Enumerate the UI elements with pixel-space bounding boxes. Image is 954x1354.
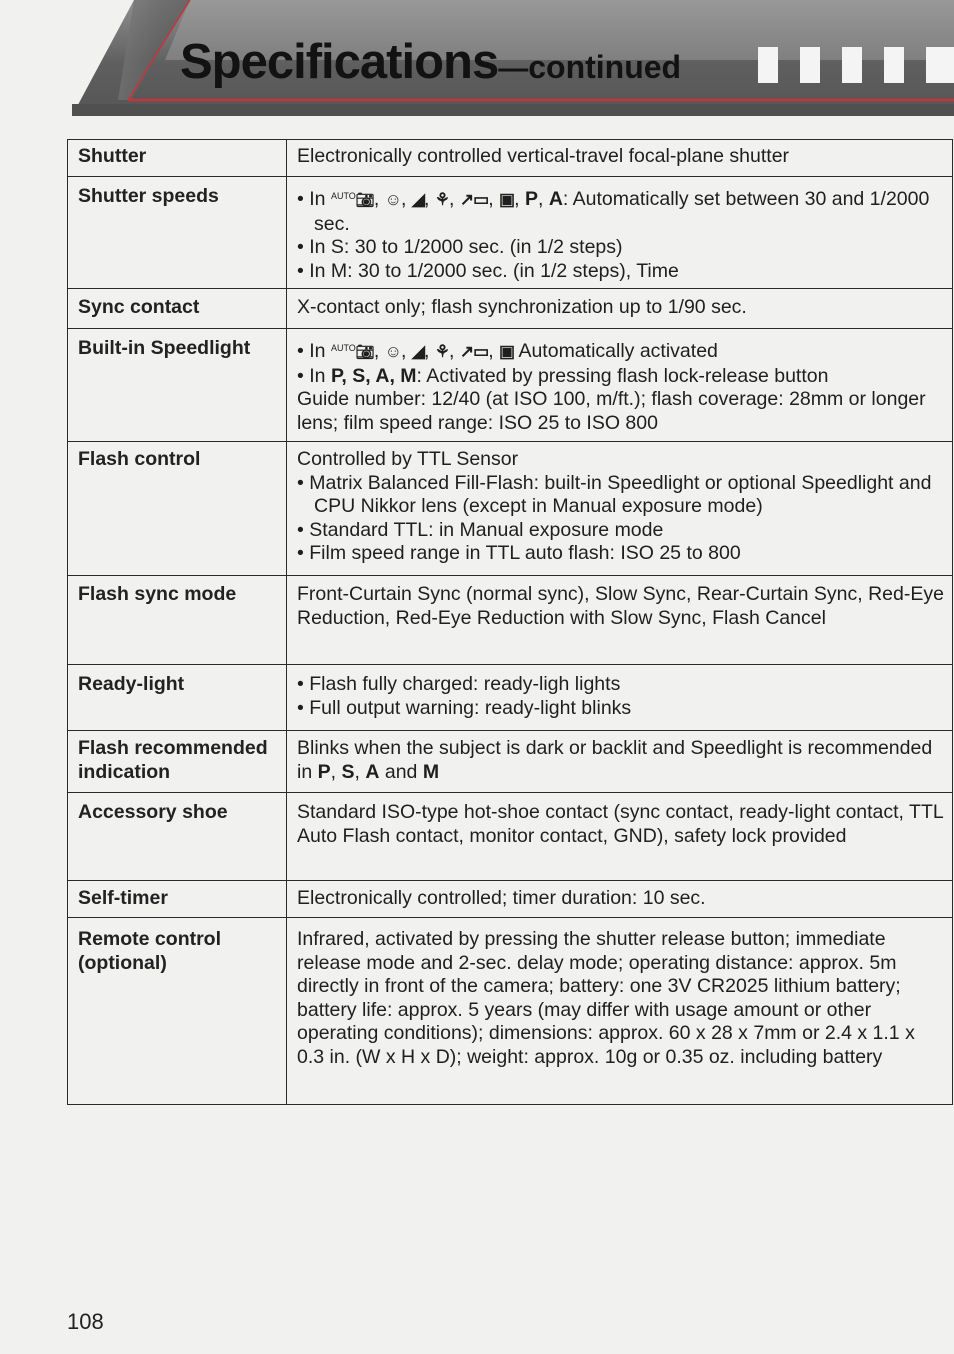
row-value: Blinks when the subject is dark or backlit and Speedlight is recommended in P, S, A and M: [287, 731, 953, 793]
row-value: X-contact only; flash synchronization up to 1/90 sec.: [287, 289, 953, 329]
table-row: [68, 442, 953, 576]
row-label: Flash recommended indication: [68, 731, 287, 793]
row-value: [287, 177, 953, 289]
row-value: Electronically controlled; timer duration: 10 sec.: [287, 881, 953, 918]
table-row: [68, 665, 953, 731]
bullet-item: • Film speed range in TTL auto flash: ISO 25 to 800: [297, 542, 944, 566]
row-label: Remote control (optional): [68, 918, 287, 1105]
table-row: [68, 177, 953, 289]
table-row: [68, 793, 953, 881]
table-row: [68, 289, 953, 329]
running-figure-icon: ↗▭: [459, 190, 489, 209]
bullet-item: • Full output warning: ready-light blinks: [297, 697, 944, 721]
row-label: Built-in Speedlight: [68, 329, 287, 442]
row-label: Shutter: [68, 140, 287, 177]
guide-number-text: Guide number: 12/40 (at ISO 100, m/ft.); flash coverage: 28mm or longer lens; film speed range: ISO 25 to ISO 800: [297, 388, 926, 434]
bullet-item: • In P, S, A, M: Activated by pressing flash lock-release button: [297, 365, 944, 389]
row-label: Shutter speeds: [68, 177, 287, 289]
row-label: Flash sync mode: [68, 576, 287, 665]
decorative-block: [800, 47, 820, 83]
bullet-item: • In $^{AUTO}$📷︎, ☺︎, ◢, ⚘, ↗▭, ▣ Automatically activated: [297, 337, 944, 365]
row-value: Infrared, activated by pressing the shutter release button; immediate release mode and 2-sec. delay mode; operating distance: approx. 5m directly in front of the camera; battery: one 3V CR2025 lithium battery; battery life: approx. 5 years (may differ with usage amount or other operating conditions); dimensions: approx. 60 x 28 x 7mm or 2.4 x 1.1 x 0.3 in. (W x H x D); weight: approx. 10g or 0.35 oz. including battery: [287, 918, 953, 1105]
page-title: [180, 34, 681, 90]
flower-icon: ⚘: [434, 342, 450, 361]
night-portrait-icon: ▣: [499, 342, 515, 361]
row-label: Flash control: [68, 442, 287, 576]
title-main: Specifications: [180, 35, 499, 89]
night-portrait-icon: ▣: [499, 190, 515, 209]
row-value: Front-Curtain Sync (normal sync), Slow Sync, Rear-Curtain Sync, Red-Eye Reduction, Red-Eye Reduction with Slow Sync, Flash Cancel: [287, 576, 953, 665]
title-dash: —: [498, 52, 529, 85]
row-value: Electronically controlled vertical-travel focal-plane shutter: [287, 140, 953, 177]
bullet-item: • Standard TTL: in Manual exposure mode: [297, 519, 944, 543]
table-row: [68, 918, 953, 1105]
page-number: 108: [67, 1309, 104, 1334]
auto-camera-icon: $^{AUTO}$📷︎: [330, 191, 374, 209]
flash-control-text: Controlled by TTL Sensor: [297, 448, 519, 470]
title-continued: continued: [528, 49, 682, 85]
row-label: Self-timer: [68, 881, 287, 918]
row-value: [287, 442, 953, 576]
specifications-table: [67, 139, 953, 1105]
decorative-block: [842, 47, 862, 83]
decorative-block: [884, 47, 904, 83]
landscape-icon: ◢: [411, 190, 424, 209]
table-row: [68, 329, 953, 442]
header-banner: [0, 0, 954, 116]
bullet-item: • Matrix Balanced Fill-Flash: built-in Speedlight or optional Speedlight and CPU Nikkor lens (except in Manual exposure mode): [297, 472, 944, 519]
row-value: Standard ISO-type hot-shoe contact (sync contact, ready-light contact, TTL Auto Flash contact, monitor contact, GND), safety lock provided: [287, 793, 953, 881]
table-row: [68, 140, 953, 177]
row-label: Accessory shoe: [68, 793, 287, 881]
row-label: Sync contact: [68, 289, 287, 329]
bullet-item: • In M: 30 to 1/2000 sec. (in 1/2 steps), Time: [297, 260, 944, 284]
table-row: [68, 576, 953, 665]
bullet-item: • In S: 30 to 1/2000 sec. (in 1/2 steps): [297, 236, 944, 260]
flower-icon: ⚘: [434, 190, 450, 209]
bullet-item: • In $^{AUTO}$📷︎, ☺︎, ◢, ⚘, ↗▭, ▣, P, A: Automatically set between 30 and 1/2000 sec.: [297, 185, 944, 236]
row-value: [287, 329, 953, 442]
auto-camera-icon: $^{AUTO}$📷︎: [330, 343, 374, 361]
decorative-block: [926, 47, 954, 83]
row-value: [287, 665, 953, 731]
decorative-block: [758, 47, 778, 83]
landscape-icon: ◢: [411, 342, 424, 361]
running-figure-icon: ↗▭: [459, 342, 489, 361]
table-row: [68, 881, 953, 918]
bullet-item: • Flash fully charged: ready-ligh lights: [297, 673, 944, 697]
portrait-icon: ☺︎: [384, 342, 402, 361]
table-row: [68, 731, 953, 793]
portrait-icon: ☺︎: [384, 190, 402, 209]
row-label: Ready-light: [68, 665, 287, 731]
